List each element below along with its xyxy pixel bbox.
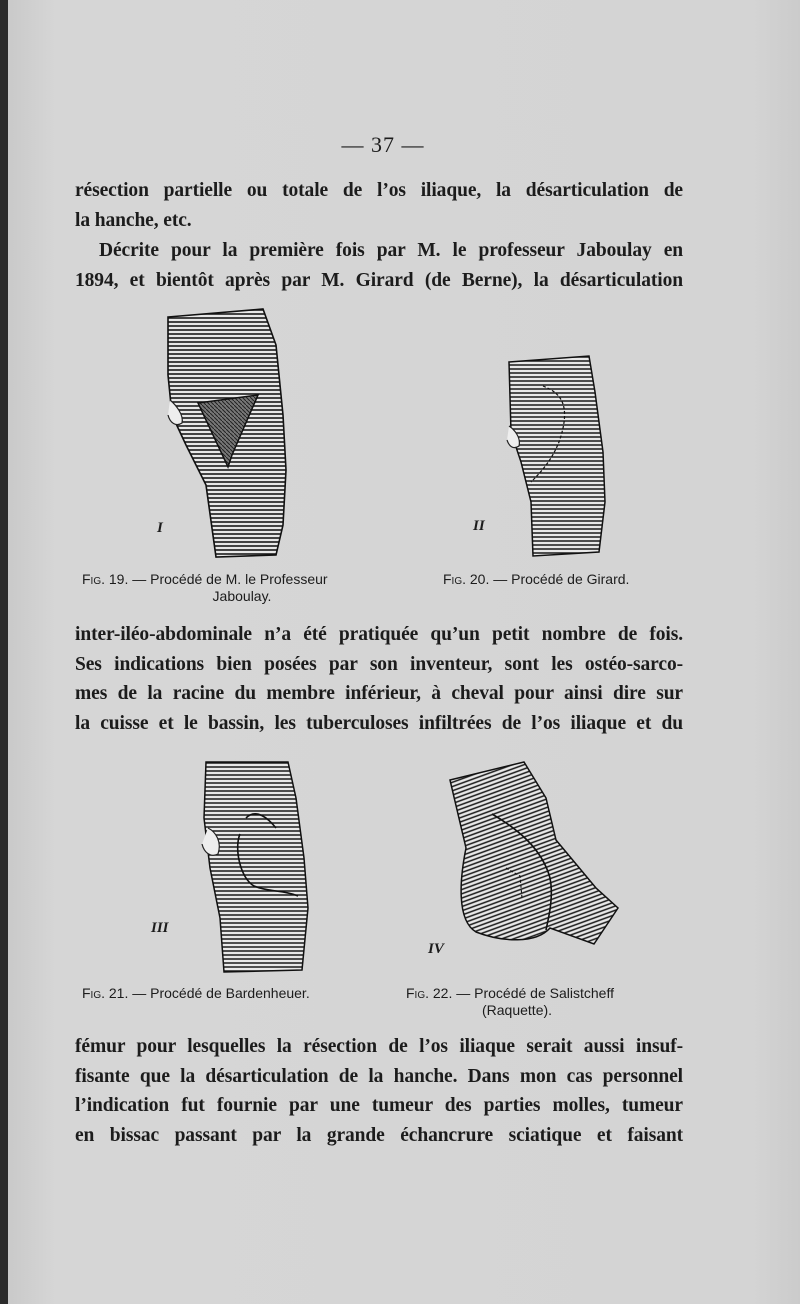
figure-21-numeral: III [151, 920, 169, 936]
figure-20-label: Fig. 20. [443, 571, 490, 587]
figure-20-numeral: II [473, 518, 485, 534]
text-line: Décrite pour la première fois par M. le professeur Jaboulay en [99, 240, 683, 261]
text-line: Ses indications bien posées par son inventeur, sont les ostéo-sarco- [75, 653, 683, 675]
text-line: inter-iléo-abdominale n’a été pratiquée qu’un petit nombre de fois. [75, 624, 683, 645]
figure-22-caption [406, 985, 676, 1019]
text-line: 1894, et bientôt après par M. Girard (de Berne), la désarticulation [75, 269, 683, 291]
figure-21-drawing [196, 758, 316, 978]
paragraph-2 [75, 236, 683, 295]
text-line: la hanche, etc. [75, 209, 192, 231]
text-line: fisante que la désarticulation de la hanche. Dans mon cas personnel [75, 1065, 683, 1087]
text-line: en bissac passant par la grande échancrure sciatique et faisant [75, 1124, 683, 1146]
paragraph-1 [75, 176, 683, 235]
figure-19-caption [82, 571, 402, 605]
figure-20-caption [443, 571, 683, 588]
figure-19-caption-line2: Jaboulay. [212, 588, 272, 604]
figure-19-label: Fig. 19. [82, 571, 129, 587]
figure-21-caption [82, 985, 402, 1002]
figure-21-label: Fig. 21. [82, 985, 129, 1001]
paragraph-4 [75, 1032, 683, 1150]
figure-19-drawing [158, 305, 293, 565]
figure-19-numeral: I [157, 520, 163, 536]
text-line: la cuisse et le bassin, les tuberculoses infiltrées de l’os iliaque et du [75, 712, 683, 734]
figure-22-label: Fig. 22. [406, 985, 453, 1001]
text-line: mes de la racine du membre inférieur, à cheval pour ainsi dire sur [75, 683, 683, 704]
figure-22-caption-line2: (Raquette). [482, 1002, 553, 1018]
page-number: — 37 — [341, 132, 425, 157]
figure-19-caption-line1: — Procédé de M. le Professeur [132, 571, 328, 587]
text-line: résection partielle ou totale de l’os iliaque, la désarticulation de [75, 180, 683, 201]
figure-20-caption-line1: — Procédé de Girard. [493, 571, 630, 587]
text-line: fémur pour lesquelles la résection de l’os iliaque serait aussi insuf- [75, 1036, 683, 1057]
book-page [8, 0, 800, 1304]
figure-22-numeral: IV [428, 941, 444, 957]
figure-22-drawing [446, 758, 621, 948]
paragraph-3 [75, 620, 683, 738]
figure-21-caption-line1: — Procédé de Bardenheuer. [132, 985, 310, 1001]
text-line: l’indication fut fournie par une tumeur des parties molles, tumeur [75, 1095, 683, 1116]
figure-20-drawing [503, 352, 613, 562]
figure-22-caption-line1: — Procédé de Salistcheff [456, 985, 614, 1001]
